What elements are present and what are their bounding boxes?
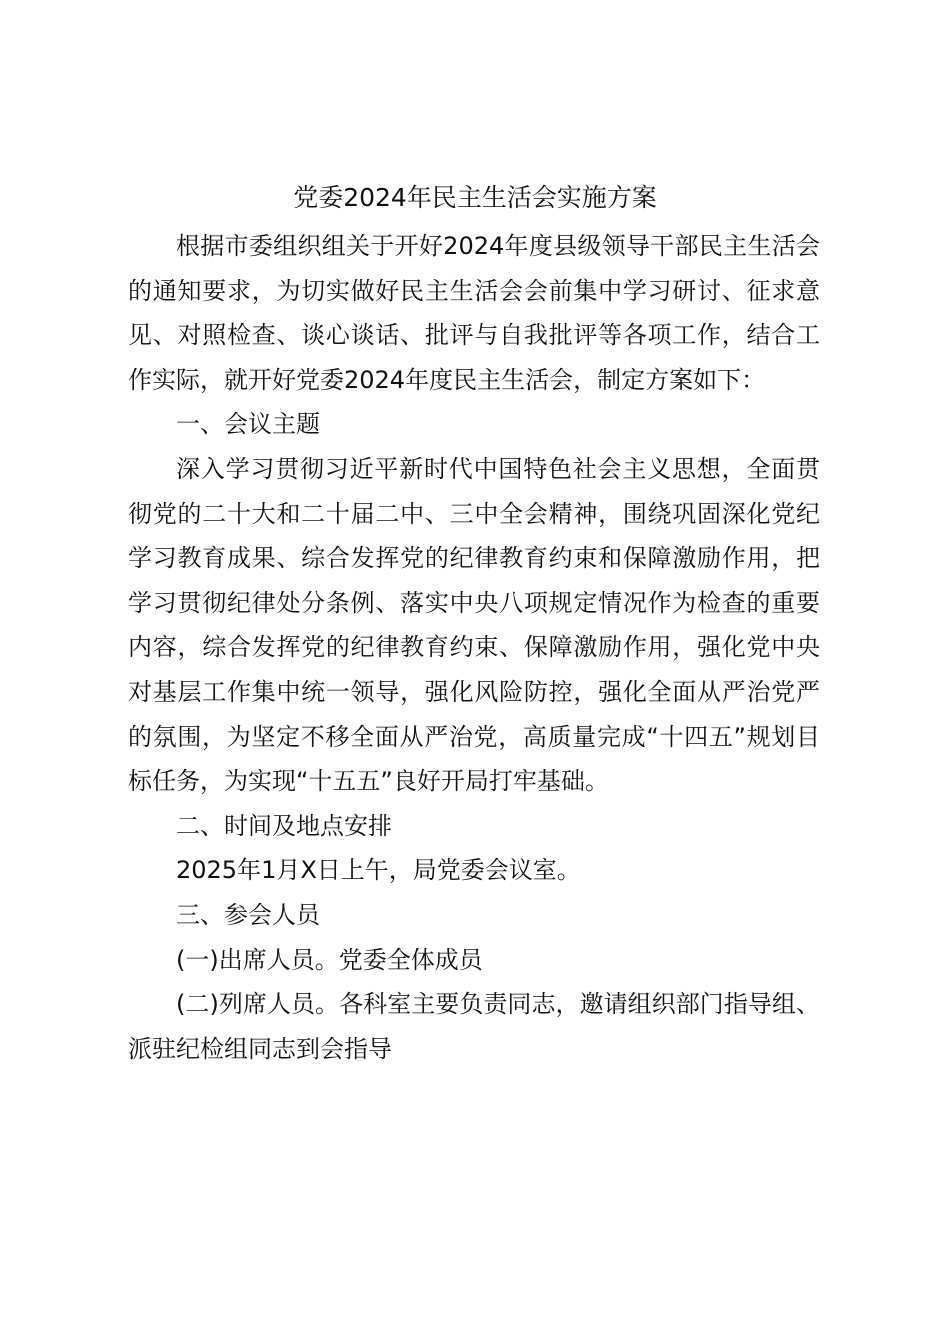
attendees-item-observers: (二)列席人员。各科室主要负责同志，邀请组织部门指导组、派驻纪检组同志到会指导 (128, 990, 820, 1063)
intro-paragraph: 根据市委组织组关于开好2024年度县级领导干部民主生活会的通知要求，为切实做好民主生活会会前集中学习研讨、征求意见、对照检查、谈心谈话、批评与自我批评等各项工作，结合工作实际，就开好党委2024年度民主生活会，制定方案如下： (128, 232, 820, 394)
section-heading-time-location: 二、时间及地点安排 (176, 811, 392, 840)
meeting-theme-paragraph: 深入学习贯彻习近平新时代中国特色社会主义思想，全面贯彻党的二十大和二十届二中、三中全会精神，围绕巩固深化党纪学习教育成果、综合发挥党的纪律教育约束和保障激励作用，把学习贯彻纪律处分条例、落实中央八项规定情况作为检查的重要内容，综合发挥党的纪律教育约束、保障激励作用，强化党中央对基层工作集中统一领导，强化风险防控，强化全面从严治党严的氛围，为坚定不移全面从严治党，高质量完成“十四五”规划目标任务，为实现“十五五”良好开局打牢基础。 (128, 454, 820, 796)
time-location-paragraph: 2025年1月X日上午，局党委会议室。 (176, 856, 581, 885)
section-heading-meeting-theme: 一、会议主题 (176, 410, 320, 439)
section-heading-attendees: 三、参会人员 (176, 900, 320, 929)
document-title: 党委2024年民主生活会实施方案 (293, 183, 657, 212)
attendees-item-present: (一)出席人员。党委全体成员 (176, 945, 483, 974)
document-body (128, 224, 820, 1071)
